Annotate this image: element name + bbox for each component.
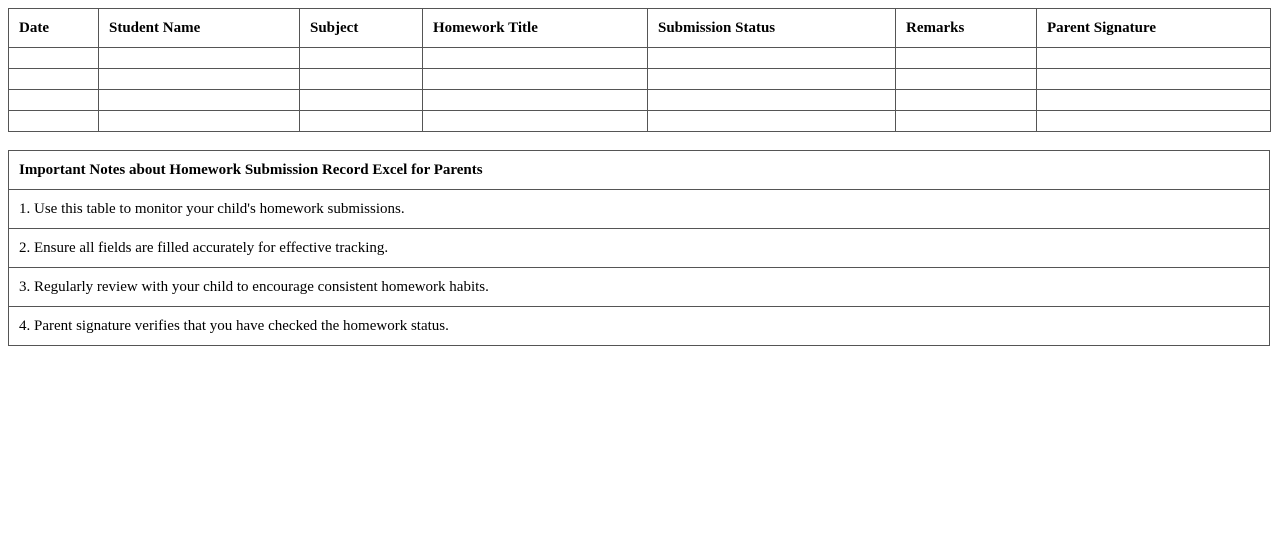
column-header-subject: Subject xyxy=(300,9,423,48)
column-header-remarks: Remarks xyxy=(896,9,1037,48)
table-cell[interactable] xyxy=(648,69,896,90)
table-cell[interactable] xyxy=(648,48,896,69)
table-cell[interactable] xyxy=(896,90,1037,111)
homework-record-table xyxy=(8,8,1271,132)
column-header-homework-title: Homework Title xyxy=(423,9,648,48)
column-header-student-name: Student Name xyxy=(99,9,300,48)
table-cell[interactable] xyxy=(9,69,99,90)
notes-header-row xyxy=(9,151,1270,190)
table-cell[interactable] xyxy=(99,90,300,111)
table-cell[interactable] xyxy=(300,48,423,69)
column-header-submission-status: Submission Status xyxy=(648,9,896,48)
table-cell[interactable] xyxy=(99,69,300,90)
table-row xyxy=(9,111,1271,132)
table-cell[interactable] xyxy=(648,90,896,111)
table-cell[interactable] xyxy=(9,111,99,132)
table-cell[interactable] xyxy=(1037,111,1271,132)
note-row xyxy=(9,307,1270,346)
table-cell[interactable] xyxy=(423,111,648,132)
table-cell[interactable] xyxy=(423,48,648,69)
table-cell[interactable] xyxy=(99,111,300,132)
table-cell[interactable] xyxy=(896,111,1037,132)
table-cell[interactable] xyxy=(9,90,99,111)
table-row xyxy=(9,69,1271,90)
table-row xyxy=(9,90,1271,111)
table-cell[interactable] xyxy=(99,48,300,69)
table-header-row xyxy=(9,9,1271,48)
note-item: 4. Parent signature verifies that you have checked the homework status. xyxy=(9,307,1270,346)
table-cell[interactable] xyxy=(423,69,648,90)
column-header-parent-signature: Parent Signature xyxy=(1037,9,1271,48)
page-content xyxy=(8,8,1270,346)
table-cell[interactable] xyxy=(300,90,423,111)
column-header-date: Date xyxy=(9,9,99,48)
note-row xyxy=(9,190,1270,229)
table-cell[interactable] xyxy=(648,111,896,132)
notes-title: Important Notes about Homework Submission Record Excel for Parents xyxy=(9,151,1270,190)
table-row xyxy=(9,48,1271,69)
table-cell[interactable] xyxy=(300,69,423,90)
table-cell[interactable] xyxy=(423,90,648,111)
note-item: 2. Ensure all fields are filled accurately for effective tracking. xyxy=(9,229,1270,268)
note-row xyxy=(9,268,1270,307)
important-notes-table xyxy=(8,150,1270,346)
note-item: 3. Regularly review with your child to encourage consistent homework habits. xyxy=(9,268,1270,307)
note-row xyxy=(9,229,1270,268)
table-cell[interactable] xyxy=(1037,69,1271,90)
table-cell[interactable] xyxy=(1037,48,1271,69)
table-cell[interactable] xyxy=(896,69,1037,90)
table-cell[interactable] xyxy=(1037,90,1271,111)
table-cell[interactable] xyxy=(300,111,423,132)
table-cell[interactable] xyxy=(896,48,1037,69)
note-item: 1. Use this table to monitor your child's homework submissions. xyxy=(9,190,1270,229)
table-cell[interactable] xyxy=(9,48,99,69)
